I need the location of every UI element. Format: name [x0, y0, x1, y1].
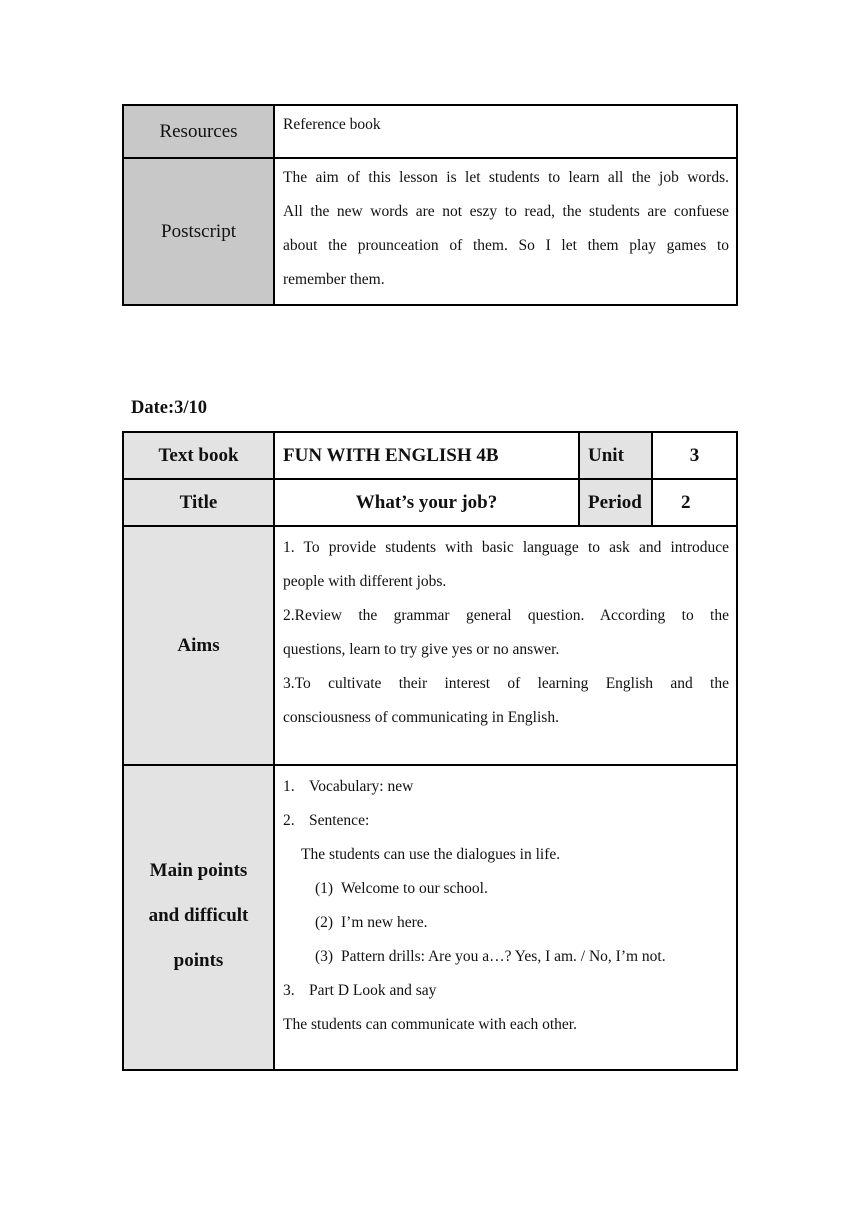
postscript-line: remember them. [283, 271, 385, 288]
postscript-label: Postscript [123, 158, 274, 305]
date-heading: Date:3/10 [131, 398, 208, 418]
textbook-value: FUN WITH ENGLISH 4B [274, 432, 579, 479]
list-item: 3. Part D Look and say [283, 982, 437, 999]
title-value: What’s your job? [274, 479, 579, 526]
closing-text: The students can communicate with each other. [283, 1016, 577, 1033]
aims-label: Aims [123, 526, 274, 765]
sub-list-item: (3) Pattern drills: Are you a…? Yes, I am. / No, I’m not. [315, 948, 666, 965]
resources-table [122, 104, 738, 306]
resources-value: Reference book [274, 105, 737, 158]
postscript-line: All the new words are not eszy to read, the students are confuese [283, 203, 729, 220]
period-label: Period [579, 479, 652, 526]
aims-line: people with different jobs. [283, 573, 447, 590]
aims-line: 1. To provide students with basic language to ask and introduce [283, 539, 729, 556]
list-item: 1. Vocabulary: new [283, 778, 414, 795]
main-points-content [274, 765, 737, 1070]
main-points-label-line: Main points [149, 860, 248, 881]
main-points-label-line: points [173, 950, 224, 971]
aims-line: questions, learn to try give yes or no answer. [283, 641, 560, 658]
sub-list-item: (1) Welcome to our school. [315, 880, 488, 897]
title-label: Title [123, 479, 274, 526]
aims-content [274, 526, 737, 765]
lesson-table [122, 431, 738, 1071]
sub-list-item: (2) I’m new here. [315, 914, 428, 931]
aims-line: 2.Review the grammar general question. According to the [283, 607, 729, 624]
unit-label: Unit [579, 432, 652, 479]
postscript-line: The aim of this lesson is let students to learn all the job words. [283, 169, 729, 186]
unit-value: 3 [652, 432, 737, 479]
period-value: 2 [652, 479, 737, 526]
textbook-label: Text book [123, 432, 274, 479]
list-item-intro: The students can use the dialogues in life. [301, 846, 561, 863]
postscript-value [274, 158, 737, 305]
resources-label: Resources [123, 105, 274, 158]
postscript-line: about the prounceation of them. So I let them play games to [283, 237, 729, 254]
main-points-label-line: and difficult [148, 905, 249, 926]
aims-line: consciousness of communicating in English. [283, 709, 559, 726]
aims-line: 3.To cultivate their interest of learning English and the [283, 675, 729, 692]
list-item: 2. Sentence: [283, 812, 370, 829]
main-points-label [123, 765, 274, 1070]
